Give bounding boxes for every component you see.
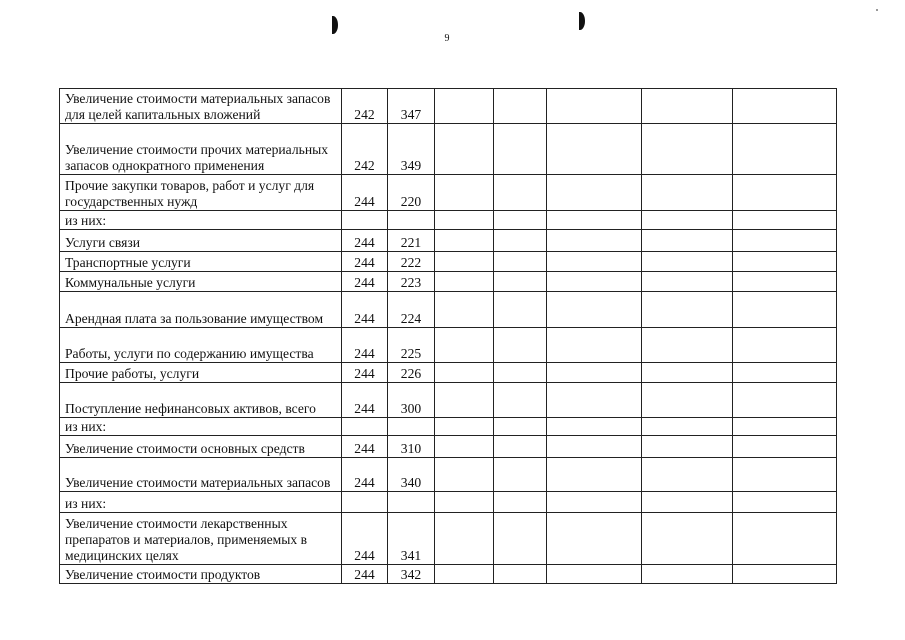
budget-table <box>59 88 837 584</box>
row-name: Арендная плата за пользование имуществом <box>60 292 342 328</box>
page-number: 9 <box>444 33 450 44</box>
value-cell <box>494 211 547 230</box>
punch-hole-mark-left <box>328 16 338 34</box>
value-cell <box>733 124 837 175</box>
kvr-code: 244 <box>342 513 388 565</box>
value-cell <box>642 565 733 584</box>
kosgu-code: 222 <box>388 252 435 272</box>
value-cell <box>733 565 837 584</box>
row-name: Прочие закупки товаров, работ и услуг для государственных нужд <box>60 175 342 211</box>
value-cell <box>733 175 837 211</box>
value-cell <box>494 252 547 272</box>
value-cell <box>494 363 547 383</box>
value-cell <box>494 272 547 292</box>
table-row <box>60 124 837 175</box>
value-cell <box>435 89 494 124</box>
value-cell <box>494 124 547 175</box>
row-name: Увеличение стоимости лекарственных препаратов и материалов, применяемых в медицинских целях <box>60 513 342 565</box>
value-cell <box>547 230 642 252</box>
kvr-code: 244 <box>342 252 388 272</box>
value-cell <box>733 436 837 458</box>
value-cell <box>435 328 494 363</box>
value-cell <box>494 418 547 436</box>
value-cell <box>435 383 494 418</box>
value-cell <box>547 89 642 124</box>
kosgu-code: 221 <box>388 230 435 252</box>
value-cell <box>642 272 733 292</box>
kosgu-code: 310 <box>388 436 435 458</box>
row-name: Увеличение стоимости материальных запасов для целей капитальных вложений <box>60 89 342 124</box>
kvr-code <box>342 211 388 230</box>
kosgu-code: 225 <box>388 328 435 363</box>
table-row <box>60 492 837 513</box>
value-cell <box>642 328 733 363</box>
row-name: Прочие работы, услуги <box>60 363 342 383</box>
kvr-code: 244 <box>342 458 388 492</box>
table-row <box>60 292 837 328</box>
kvr-code: 244 <box>342 175 388 211</box>
value-cell <box>547 513 642 565</box>
value-cell <box>547 124 642 175</box>
value-cell <box>435 230 494 252</box>
kvr-code: 244 <box>342 436 388 458</box>
value-cell <box>494 492 547 513</box>
kvr-code: 242 <box>342 124 388 175</box>
value-cell <box>547 272 642 292</box>
row-name: из них: <box>60 211 342 230</box>
value-cell <box>435 272 494 292</box>
value-cell <box>733 418 837 436</box>
row-name: Поступление нефинансовых активов, всего <box>60 383 342 418</box>
value-cell <box>642 252 733 272</box>
value-cell <box>642 292 733 328</box>
value-cell <box>733 252 837 272</box>
punch-hole-mark-right <box>575 12 585 30</box>
row-name: Увеличение стоимости основных средств <box>60 436 342 458</box>
value-cell <box>733 363 837 383</box>
value-cell <box>547 363 642 383</box>
value-cell <box>435 252 494 272</box>
row-name: Услуги связи <box>60 230 342 252</box>
table-row <box>60 211 837 230</box>
value-cell <box>435 363 494 383</box>
value-cell <box>547 436 642 458</box>
value-cell <box>642 175 733 211</box>
kosgu-code: 340 <box>388 458 435 492</box>
value-cell <box>733 458 837 492</box>
value-cell <box>642 513 733 565</box>
value-cell <box>733 513 837 565</box>
value-cell <box>494 513 547 565</box>
value-cell <box>494 175 547 211</box>
table-row <box>60 272 837 292</box>
value-cell <box>733 492 837 513</box>
row-name: Работы, услуги по содержанию имущества <box>60 328 342 363</box>
value-cell <box>435 513 494 565</box>
value-cell <box>642 383 733 418</box>
kvr-code: 244 <box>342 383 388 418</box>
value-cell <box>494 292 547 328</box>
value-cell <box>435 436 494 458</box>
value-cell <box>494 328 547 363</box>
value-cell <box>494 383 547 418</box>
value-cell <box>642 418 733 436</box>
scan-speck <box>876 9 878 11</box>
value-cell <box>733 292 837 328</box>
value-cell <box>642 89 733 124</box>
kosgu-code: 220 <box>388 175 435 211</box>
kosgu-code <box>388 211 435 230</box>
value-cell <box>642 492 733 513</box>
value-cell <box>435 565 494 584</box>
value-cell <box>733 211 837 230</box>
kvr-code: 244 <box>342 363 388 383</box>
value-cell <box>435 492 494 513</box>
table-row <box>60 436 837 458</box>
kvr-code: 244 <box>342 230 388 252</box>
value-cell <box>435 175 494 211</box>
kvr-code: 244 <box>342 292 388 328</box>
table-row <box>60 89 837 124</box>
value-cell <box>733 383 837 418</box>
value-cell <box>494 230 547 252</box>
kosgu-code: 300 <box>388 383 435 418</box>
value-cell <box>435 458 494 492</box>
row-name: из них: <box>60 492 342 513</box>
kosgu-code <box>388 418 435 436</box>
value-cell <box>494 458 547 492</box>
table-row <box>60 513 837 565</box>
kosgu-code: 347 <box>388 89 435 124</box>
kosgu-code: 341 <box>388 513 435 565</box>
value-cell <box>642 436 733 458</box>
kosgu-code: 342 <box>388 565 435 584</box>
kvr-code: 242 <box>342 89 388 124</box>
kvr-code <box>342 492 388 513</box>
table-row <box>60 230 837 252</box>
table-row <box>60 458 837 492</box>
row-name: Коммунальные услуги <box>60 272 342 292</box>
value-cell <box>494 436 547 458</box>
value-cell <box>494 89 547 124</box>
value-cell <box>733 328 837 363</box>
value-cell <box>642 124 733 175</box>
kvr-code: 244 <box>342 565 388 584</box>
value-cell <box>547 492 642 513</box>
table-row <box>60 565 837 584</box>
value-cell <box>435 211 494 230</box>
value-cell <box>733 230 837 252</box>
value-cell <box>547 383 642 418</box>
row-name: Увеличение стоимости продуктов <box>60 565 342 584</box>
value-cell <box>733 89 837 124</box>
kvr-code: 244 <box>342 272 388 292</box>
value-cell <box>547 211 642 230</box>
kvr-code: 244 <box>342 328 388 363</box>
kosgu-code: 223 <box>388 272 435 292</box>
value-cell <box>547 418 642 436</box>
value-cell <box>435 124 494 175</box>
kosgu-code: 226 <box>388 363 435 383</box>
row-name: Транспортные услуги <box>60 252 342 272</box>
value-cell <box>642 363 733 383</box>
kosgu-code <box>388 492 435 513</box>
table-row <box>60 175 837 211</box>
value-cell <box>642 230 733 252</box>
value-cell <box>494 565 547 584</box>
value-cell <box>435 292 494 328</box>
value-cell <box>547 175 642 211</box>
value-cell <box>733 272 837 292</box>
table-row <box>60 252 837 272</box>
value-cell <box>547 458 642 492</box>
table-row <box>60 363 837 383</box>
kosgu-code: 349 <box>388 124 435 175</box>
value-cell <box>547 292 642 328</box>
kvr-code <box>342 418 388 436</box>
row-name: из них: <box>60 418 342 436</box>
value-cell <box>547 565 642 584</box>
table-row <box>60 418 837 436</box>
table-row <box>60 328 837 363</box>
value-cell <box>547 252 642 272</box>
value-cell <box>435 418 494 436</box>
value-cell <box>642 458 733 492</box>
value-cell <box>547 328 642 363</box>
table-row <box>60 383 837 418</box>
row-name: Увеличение стоимости прочих материальных запасов однократного применения <box>60 124 342 175</box>
kosgu-code: 224 <box>388 292 435 328</box>
value-cell <box>642 211 733 230</box>
row-name: Увеличение стоимости материальных запасов <box>60 458 342 492</box>
